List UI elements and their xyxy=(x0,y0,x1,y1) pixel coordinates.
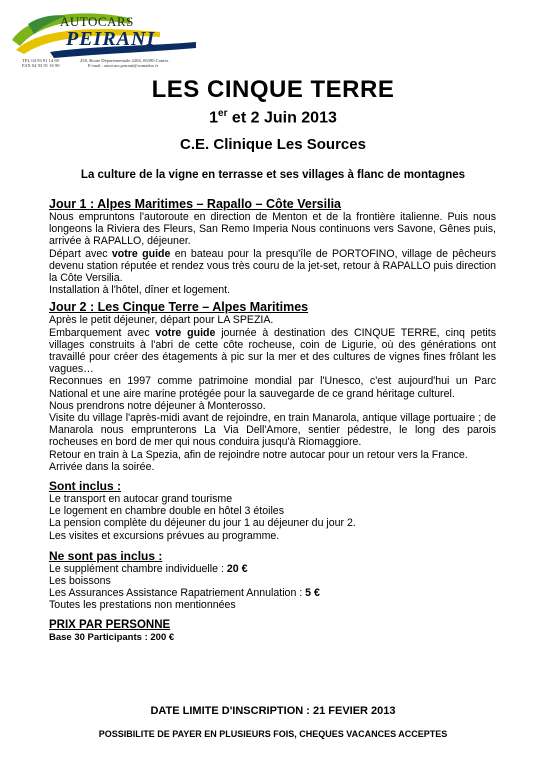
phone-number: TEL 04 93 91 14 69 xyxy=(22,58,59,63)
day1-guide-bold: votre guide xyxy=(111,247,171,260)
insurance-label: Les Assurances Assistance Rapatriement Annulation : xyxy=(49,587,306,600)
included-title: Sont inclus : xyxy=(49,479,121,494)
single-room-supplement-price: 20 € xyxy=(226,562,248,575)
brand-peirani-text: PEIRANI xyxy=(66,28,156,50)
day2-guide-bold: votre guide xyxy=(155,326,216,339)
price-base: Base 30 Participants : 200 € xyxy=(49,631,175,643)
day2-paragraph: Reconnues en 1997 comme patrimoine mondial par l'Unesco, c'est aujourd'hui un Parc National et une aire marine protégée pour la sauvegarde de ce grand héritage culturel. xyxy=(49,375,496,400)
not-included-item xyxy=(49,587,496,599)
included-item: Le logement en chambre double en hôtel 3 étoiles xyxy=(49,505,284,518)
not-included-item: Les boissons xyxy=(49,575,111,588)
not-included-item: Toutes les prestations non mentionnées xyxy=(49,599,236,612)
included-item: Le transport en autocar grand tourisme xyxy=(49,493,233,506)
day1-text: Départ avec xyxy=(49,247,112,260)
day2-text: journée à destination des CINQUE TERRE, cinq petits villages construits à l'abri de cette côte rocheuse, coin de Ligurie, où des générations ont travaillé pour créer des étagements à pic sur la mer et des cultures de vignes fines frôlant les vagues… xyxy=(49,326,496,376)
not-included-title: Ne sont pas inclus : xyxy=(49,548,163,563)
day2-paragraph: Nous prendrons notre déjeuner à Monterosso. xyxy=(49,399,266,412)
single-room-supplement-label: Le supplément chambre individuelle : xyxy=(49,562,227,575)
day2-text: Embarquement avec xyxy=(49,326,156,339)
day2-title: Jour 2 : Les Cinque Terre – Alpes Maritimes xyxy=(49,300,309,315)
insurance-price: 5 € xyxy=(305,587,320,600)
day2-paragraph: Après le petit déjeuner, départ pour LA SPEZIA. xyxy=(49,314,274,327)
day2-paragraph: Visite du village l'après-midi avant de rejoindre, en train Manarola, antique village portuaire ; de Manarola nous emprunterons La Via Dell'Amore, sentier pédestre, le long des parois rocheuses en bord de mer qui nous conduira jusqu'à Riomaggiore. xyxy=(49,412,496,449)
price-title: PRIX PAR PERSONNE xyxy=(49,618,171,631)
organizer-name: C.E. Clinique Les Sources xyxy=(180,136,366,153)
day2-paragraph: Retour en train à La Spezia, afin de rejoindre notre autocar pour un retour vers la France. xyxy=(49,448,468,461)
trip-subtitle: La culture de la vigne en terrasse et ses villages à flanc de montagnes xyxy=(80,169,466,181)
dates-rest: et 2 Juin 2013 xyxy=(227,109,337,127)
brand-autocars-text: AUTOCARS xyxy=(60,14,134,29)
payment-options: POSSIBILITE DE PAYER EN PLUSIEURS FOIS, CHEQUES VACANCES ACCEPTES xyxy=(98,729,448,739)
company-email: E-mail : autocars.peirani@wanadoo.fr xyxy=(88,63,159,68)
itinerary-content xyxy=(49,197,496,644)
day1-title: Jour 1 : Alpes Maritimes – Rapallo – Côte Versilia xyxy=(49,197,342,211)
company-address: 258, Route Départementale 2204, 06390 Contes xyxy=(80,58,169,63)
day2-paragraph: Arrivée dans la soirée. xyxy=(49,460,155,473)
day2-paragraph xyxy=(49,327,496,376)
not-included-item xyxy=(49,563,496,575)
day1-paragraph xyxy=(49,248,496,285)
dates-day-number: 1 xyxy=(209,109,219,127)
included-item: La pension complète du déjeuner du jour 1 au déjeuner du jour 2. xyxy=(49,517,356,530)
day1-paragraph: Installation à l'hôtel, dîner et logement. xyxy=(49,284,231,297)
trip-dates xyxy=(0,108,546,127)
page-title: LES CINQUE TERRE xyxy=(151,76,395,103)
included-item: Les visites et excursions prévues au programme. xyxy=(49,529,280,542)
dates-ordinal-suffix: er xyxy=(218,108,228,119)
fax-number: FAX 04 93 91 16 90 xyxy=(22,63,60,68)
registration-deadline: DATE LIMITE D'INSCRIPTION : 21 FEVIER 2013 xyxy=(150,705,396,717)
day1-text: en bateau pour la presqu'île de PORTOFINO, village de pêcheurs devenu station réputée et rendez vous très couru de la jet-set, retour à RAPALLO puis direction la Côte Versilia. xyxy=(49,247,496,285)
day1-paragraph: Nous empruntons l'autoroute en direction de Menton et de la frontière italienne. Puis nous longeons la Riviera des Fleurs, San Remo Imperia Nous continuons vers Savone, Gênes puis, arrivée à RAPALLO, déjeuner. xyxy=(49,211,496,248)
